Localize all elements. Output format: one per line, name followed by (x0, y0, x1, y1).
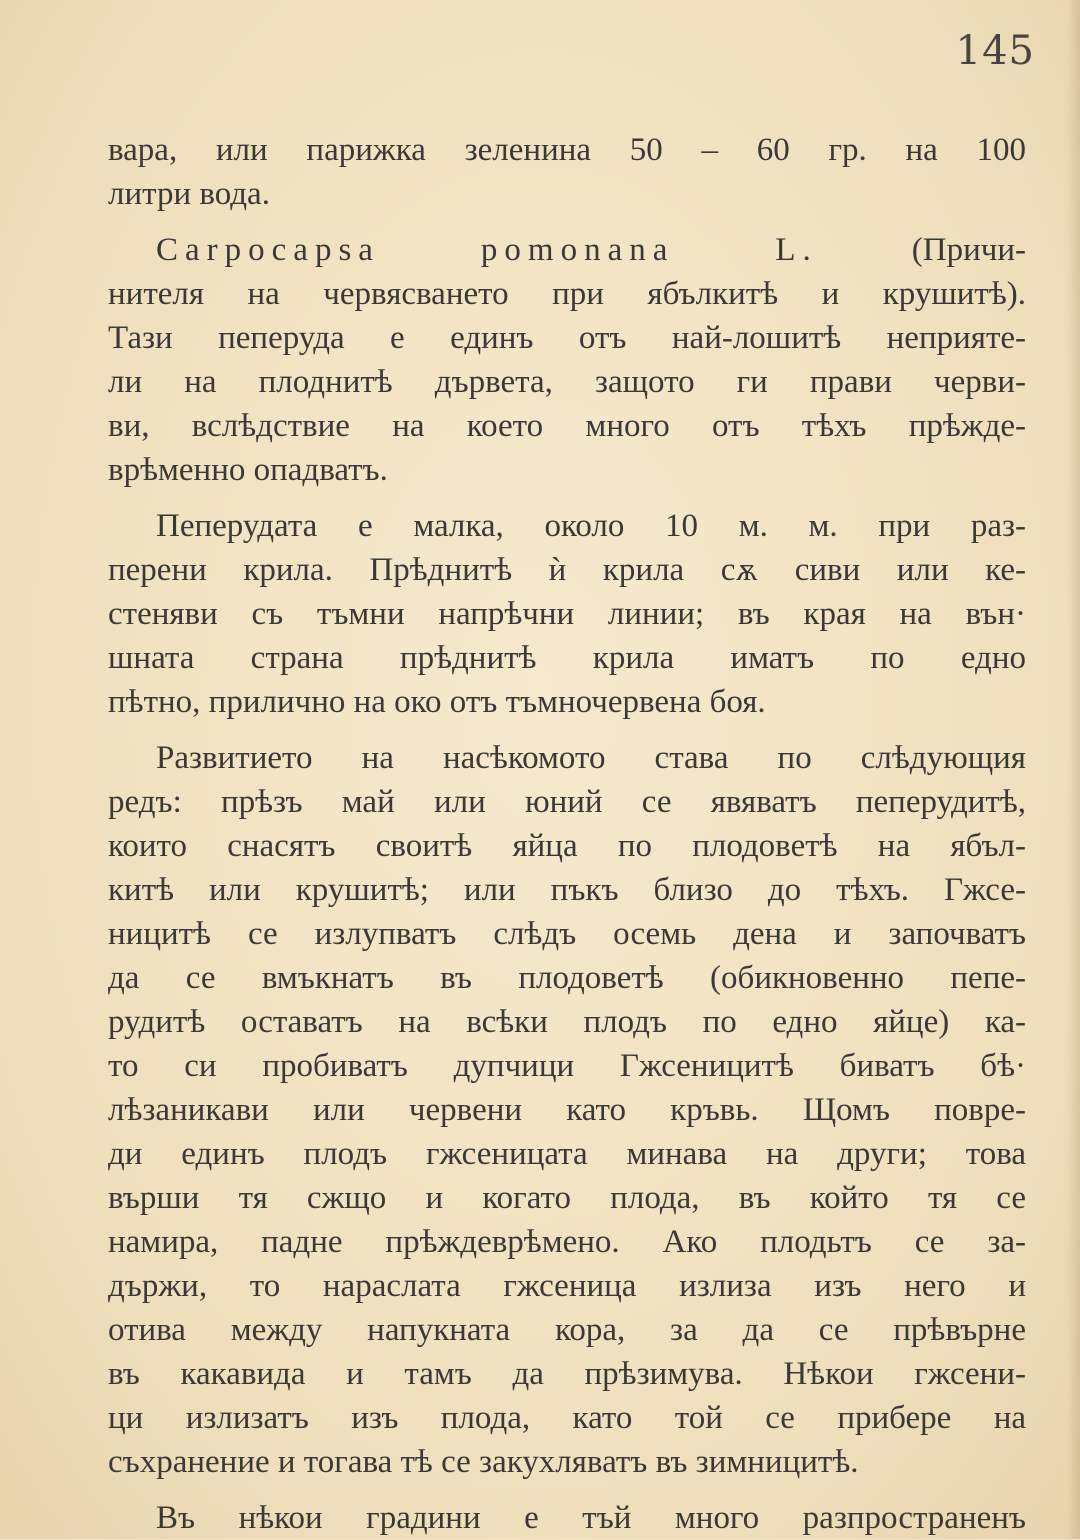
text-line: Пеперудата е малка, около 10 м. м. при раз- (156, 508, 1026, 544)
text-line: държи, то нараслата гжсеница излиза изъ него и (108, 1268, 1026, 1304)
text-line: Въ нѣкои градини е тъй много разпространенъ (156, 1500, 1026, 1536)
text-line: рудитѣ оставатъ на всѣки плодъ по едно яйце) ка- (108, 1004, 1026, 1040)
paragraph-gap (108, 216, 1026, 228)
text-line-latin-heading: Carpocapsa pomonana L. (Причи- (156, 232, 1026, 268)
text-line: нителя на червясването при ябълкитѣ и крушитѣ). (108, 276, 1026, 312)
text-line: ци излизатъ изъ плода, като той се прибере на (108, 1400, 1026, 1436)
text-line: то си пробиватъ дупчици Гжсеницитѣ биватъ бѣ· (108, 1048, 1026, 1084)
text-line: въ какавида и тамъ да прѣзимува. Нѣкои гжсени- (108, 1356, 1026, 1392)
latin-species-name: Carpocapsa pomonana L. (156, 232, 818, 268)
page-number: 145 (955, 28, 1035, 74)
text-line: стеняви съ тъмни напрѣчни линии; въ края на вън· (108, 596, 1026, 632)
text-line: намира, падне прѣждеврѣмено. Ако плодьтъ се за- (108, 1224, 1026, 1260)
text-line: отива между напукната кора, за да се прѣвърне (108, 1312, 1026, 1348)
text-line: ди единъ плодъ гжсеницата минава на други; това (108, 1136, 1026, 1172)
paragraph-gap (108, 1484, 1026, 1496)
paragraph-gap (108, 724, 1026, 736)
text-line: врѣменно опадватъ. (108, 452, 388, 488)
body-text (108, 128, 1026, 1540)
text-line: редъ: прѣзъ май или юний се явяватъ пеперудитѣ, (108, 784, 1026, 820)
page-edge-shadow (1066, 0, 1080, 1539)
text-line: литри вода. (108, 176, 270, 212)
text-line: да се вмъкнатъ въ плодоветѣ (обикновенно пепе- (108, 960, 1026, 996)
text-line: перени крила. Прѣднитѣ ѝ крила сѫ сиви или ке- (108, 552, 1026, 588)
text-line: вара, или парижка зеленина 50 – 60 гр. на 100 (108, 132, 1026, 168)
text-line: ницитѣ се излупватъ слѣдъ осемь дена и започватъ (108, 916, 1026, 952)
text-line: Тази пеперуда е единъ отъ най-лошитѣ неприяте- (108, 320, 1026, 356)
text-line: които снасятъ своитѣ яйца по плодоветѣ на ябъл- (108, 828, 1026, 864)
paragraph-gap (108, 492, 1026, 504)
text-line: ви, вслѣдствие на което много отъ тѣхъ прѣжде- (108, 408, 1026, 444)
text-line: шната страна прѣднитѣ крила иматъ по едно (108, 640, 1026, 676)
text-line: лѣзаникави или червени като кръвь. Щомъ повре- (108, 1092, 1026, 1128)
text-line: съхранение и тогава тѣ се закухляватъ въ зимницитѣ. (108, 1444, 859, 1480)
text-line: пѣтно, прилично на око отъ тъмночервена боя. (108, 684, 766, 720)
text-line: върши тя сжщо и когато плода, въ който тя се (108, 1180, 1026, 1216)
text-line: ли на плоднитѣ дървета, защото ги прави черви- (108, 364, 1026, 400)
text-line: китѣ или крушитѣ; или пъкъ близо до тѣхъ. Гжсе- (108, 872, 1026, 908)
text-line: Развитието на насѣкомото става по слѣдующия (156, 740, 1026, 776)
